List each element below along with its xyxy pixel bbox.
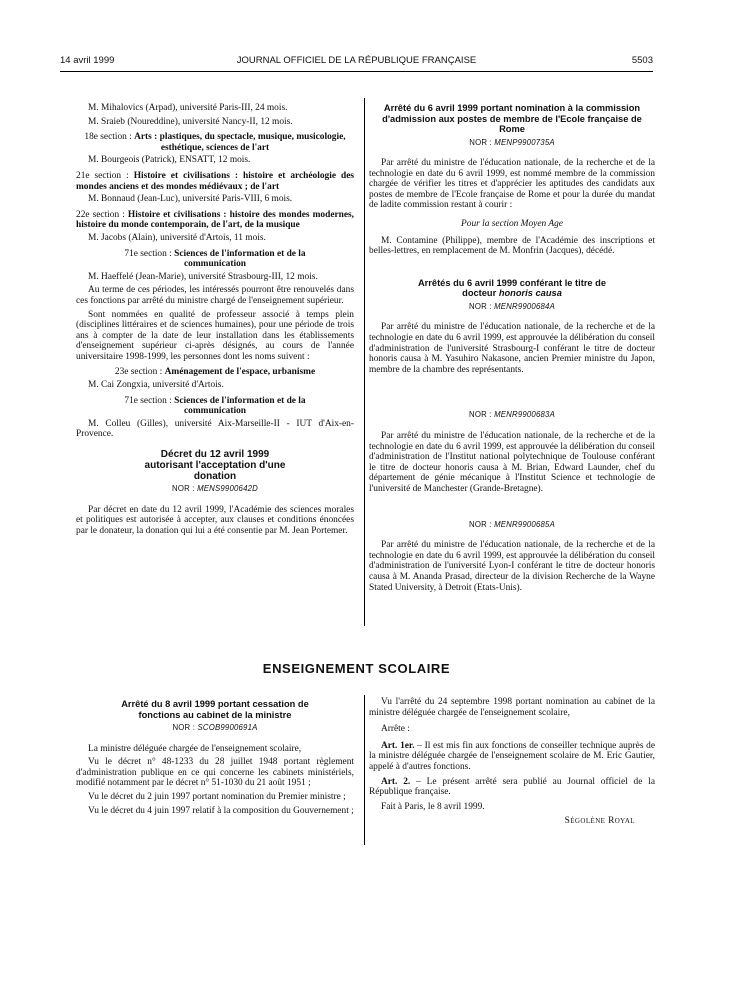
decret-nor: NOR : MENS9900642D: [172, 484, 258, 494]
appointment-entry: M. Haeffelé (Jean-Marie), université Strasbourg-III, 12 mois.: [88, 271, 318, 282]
header-date: 14 avril 1999: [60, 55, 115, 66]
section-heading-71b: 71e section : Sciences de l'information et de la communication: [124, 395, 306, 417]
honoris-body-1: Par arrêté du ministre de l'éducation nationale, de la recherche et de la technologie en date du 6 avril 1999, est approuvée la délibération du conseil d'administration de l'université Strasbourg-I conférant le titre de docteur honoris causa à M. Yasuhiro Nakasone, ancien Premier ministre du Japon, membre de la chambre des représentants.: [369, 322, 655, 375]
appointment-entry: M. Colleu (Gilles), université Aix-Marseille-II - IUT d'Aix-en-Provence.: [76, 418, 354, 440]
appointment-entry: M. Sraieb (Noureddine), université Nancy-II, 12 mois.: [88, 116, 293, 127]
right-column-top: [369, 103, 655, 596]
honoris-body-2: Par arrêté du ministre de l'éducation nationale, de la recherche et de la technologie en date du 6 avril 1999, est approuvée la délibération du conseil d'administration de l'Institut national polytechnique de Toulouse conférant le titre de docteur honoris causa à M. Brian, Edward Launder, chef du département de génie mécanique à l'Institut Science et technologie de l'université de Manchester (Grande-Bretagne).: [369, 431, 655, 494]
honoris-nor-3: NOR : MENR9900685A: [469, 519, 555, 529]
left-column-bottom: [76, 699, 354, 819]
honoris-nor-1: NOR : MENR9900684A: [469, 301, 555, 311]
signing-place-date: Fait à Paris, le 8 avril 1999.: [381, 801, 485, 812]
page-header: [60, 55, 653, 69]
appointment-entry: M. Jacobs (Alain), université d'Artois, 11 mois.: [88, 232, 266, 243]
article-2: Art. 2. – Le présent arrêté sera publié au Journal officiel de la République française.: [369, 776, 656, 798]
left-column-top: [76, 103, 354, 539]
cessation-nor: NOR : SCOB9900691A: [172, 723, 258, 732]
right-column-bottom: [369, 697, 655, 830]
article-1: Art. 1er. – Il est mis fin aux fonctions de conseiller technique auprès de la ministre déléguée chargée de l'enseignement scolaire de M. Eric Gautier, appelé à d'autres fonctions.: [369, 740, 656, 772]
renewal-paragraph: Au terme de ces périodes, les intéressés pourront être renouvelés dans ces fonctions par arrêté du ministre chargé de l'enseignement supérieur.: [76, 285, 354, 306]
section-heading-21: 21e section : Histoire et civilisations : histoire et archéologie des mondes anciens et des mondes médiévaux ; de l'art: [76, 170, 355, 192]
subsection-moyen-age: Pour la section Moyen Age: [461, 219, 563, 230]
section-heading-71: 71e section : Sciences de l'information et de la communication: [124, 248, 306, 270]
arrete-line: Arrête :: [381, 724, 410, 735]
appointment-entry: M. Mihalovics (Arpad), université Paris-III, 24 mois.: [88, 103, 288, 113]
decret-title: Décret du 12 avril 1999 autorisant l'acceptation d'une donation: [144, 449, 286, 483]
nomination-nor: NOR : MENP9900735A: [469, 137, 555, 147]
section-heading-23: 23e section : Aménagement de l'espace, urbanisme: [114, 367, 316, 378]
visa-line: Vu le décret du 4 juin 1997 relatif à la composition du Gouvernement ;: [88, 805, 354, 816]
header-rule: [60, 71, 653, 72]
signature: Ségolène Royal: [564, 816, 635, 827]
nomination-paragraph: Sont nommées en qualité de professeur associé à temps plein (disciplines littéraires et de sciences humaines), pour une période de trois ans à compter de la date de leur installation dans les établissements d'enseignement supérieur ci-après désignés, au cours de l'année universitaire 1998-1999, les personnes dont les noms suivent :: [76, 309, 354, 362]
visa-line: Vu l'arrêté du 24 septembre 1998 portant nomination au cabinet de la ministre déléguée chargée de l'enseignement scolaire,: [369, 697, 655, 718]
column-divider-bottom: [364, 695, 365, 845]
honoris-body-3: Par arrêté du ministre de l'éducation nationale, de la recherche et de la technologie en date du 6 avril 1999, est approuvée la délibération du conseil d'administration de l'université Lyon-I conférant le titre de docteur honoris causa à M. Ananda Prasad, directeur de la division Recherche de la Wayne Stated University, à Detroit (Etats-Unis).: [369, 540, 655, 593]
appointment-entry: M. Bourgeois (Patrick), ENSATT, 12 mois.: [88, 155, 251, 166]
nomination-body: Par arrêté du ministre de l'éducation nationale, de la recherche et de la technologie en date du 6 avril 1999, est nommé membre de la commission chargée de vérifier les titres et d'apprécier les aptitudes des candidats aux postes de membre de l'Ecole française de Rome et pour la durée du mandat de ladite commission restant à courir :: [369, 158, 655, 211]
visa-line: Vu le décret n° 48-1233 du 28 juillet 1948 portant règlement d'administration publique en ce qui concerne les cabinets ministériels, modifié notamment par le décret n° 51-1030 du 21 août 1951 ;: [76, 757, 354, 789]
cessation-title: Arrêté du 8 avril 1999 portant cessation de fonctions au cabinet de la ministre: [121, 699, 309, 720]
section-title-enseignement-scolaire: ENSEIGNEMENT SCOLAIRE: [262, 661, 451, 676]
section-heading-18: 18e section : Arts : plastiques, du spectacle, musique, musicologie, esthétique, sciences de l'art: [84, 132, 346, 153]
honoris-title: Arrêtés du 6 avril 1999 conférant le titre de docteur honoris causa: [417, 277, 607, 299]
header-page-number: 5503: [631, 55, 653, 66]
header-journal-title: JOURNAL OFFICIEL DE LA RÉPUBLIQUE FRANÇAISE: [236, 55, 477, 66]
nomination-title: Arrêté du 6 avril 1999 portant nomination à la commission d'admission aux postes de membre de l'Ecole française de Rome: [382, 103, 642, 134]
appointment-entry: M. Cai Zongxia, université d'Artois.: [88, 380, 224, 391]
visa-line: Vu le décret du 2 juin 1997 portant nomination du Premier ministre ;: [88, 791, 346, 802]
member-entry: M. Contamine (Philippe), membre de l'Académie des inscriptions et belles-lettres, en remplacement de M. Monfrin (Jacques), décédé.: [369, 235, 655, 257]
decret-body: Par décret en date du 12 avril 1999, l'Académie des sciences morales et politiques est autorisée à accepter, aux clauses et conditions énoncées par le donateur, la donation qui lui a été consentie par M. Jean Portemer.: [76, 504, 354, 536]
column-divider-top: [364, 98, 365, 626]
section-heading-22: 22e section : Histoire et civilisations : histoire des mondes modernes, histoire du monde contemporain, de l'art, de la musique: [76, 209, 355, 231]
visa-line: La ministre déléguée chargée de l'enseignement scolaire,: [88, 743, 302, 754]
honoris-nor-2: NOR : MENR9900683A: [469, 410, 555, 420]
appointment-entry: M. Bonnaud (Jean-Luc), université Paris-VIII, 6 mois.: [88, 194, 293, 205]
